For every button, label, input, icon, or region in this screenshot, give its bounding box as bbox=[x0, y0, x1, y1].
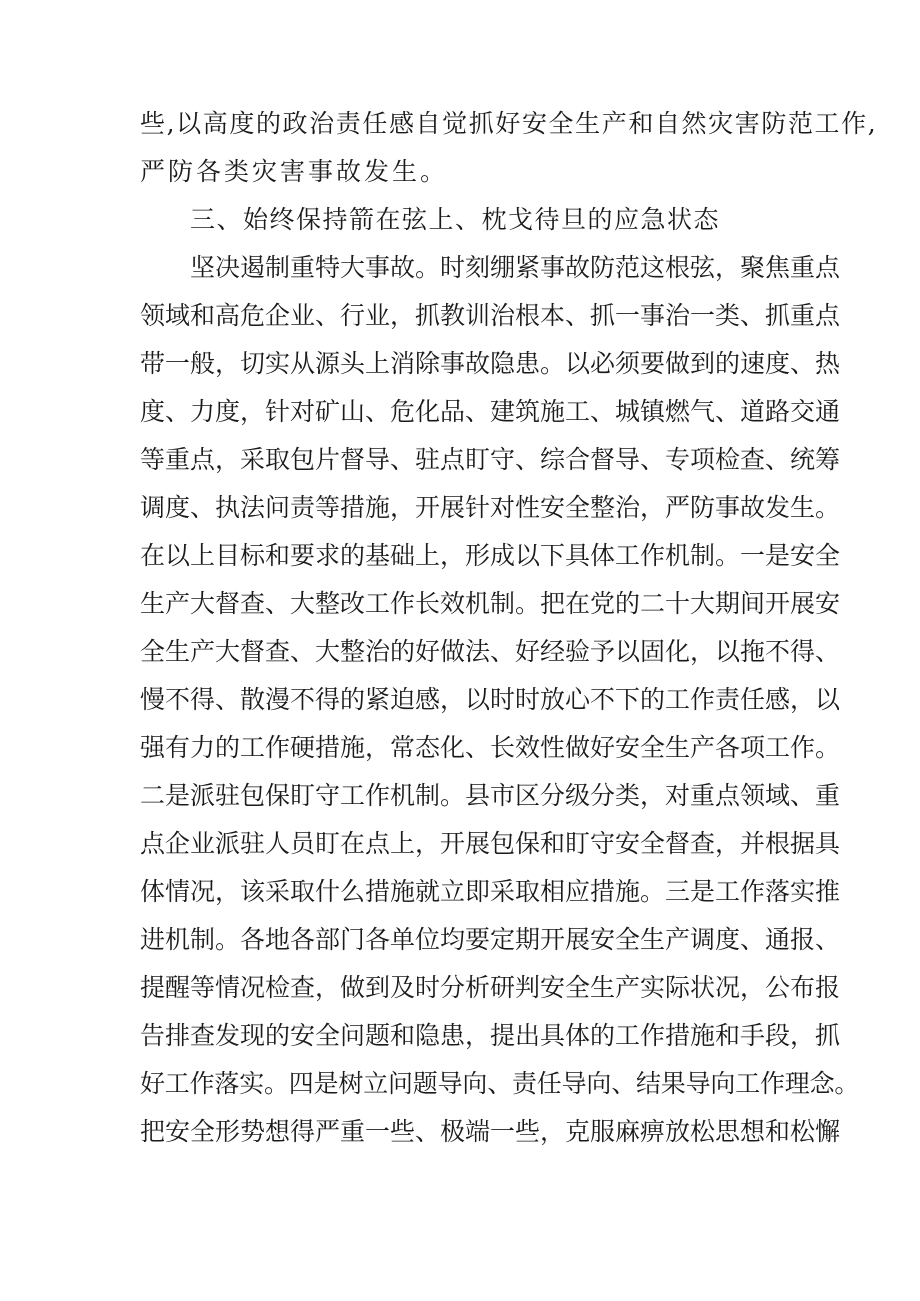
text-line: 在以上目标和要求的基础上，形成以下具体工作机制。一是安全 bbox=[140, 541, 841, 570]
text-line: 慢不得、散漫不得的紧迫感，以时时放心不下的工作责任感，以 bbox=[140, 685, 841, 714]
text-line: 体情况，该采取什么措施就立即采取相应措施。三是工作落实推 bbox=[140, 877, 841, 906]
text-line: 进机制。各地各部门各单位均要定期开展安全生产调度、通报、 bbox=[140, 925, 841, 954]
text-line: 带一般，切实从源头上消除事故隐患。以必须要做到的速度、热 bbox=[140, 349, 841, 378]
text-line: 把安全形势想得严重一些、极端一些，克服麻痹放松思想和松懈 bbox=[140, 1117, 841, 1146]
text-line: 全生产大督查、大整治的好做法、好经验予以固化，以拖不得、 bbox=[140, 637, 841, 666]
text-line: 点企业派驻人员盯在点上，开展包保和盯守安全督查，并根据具 bbox=[140, 829, 841, 858]
paragraph-first-line: 坚决遏制重特大事故。时刻绷紧事故防范这根弦，聚焦重点 bbox=[190, 253, 841, 282]
text-line: 好工作落实。四是树立问题导向、责任导向、结果导向工作理念。 bbox=[140, 1069, 860, 1098]
text-line: 提醒等情况检查，做到及时分析研判安全生产实际状况，公布报 bbox=[140, 973, 841, 1002]
text-line: 等重点，采取包片督导、驻点盯守、综合督导、专项检查、统筹 bbox=[140, 445, 841, 474]
text-line: 调度、执法问责等措施，开展针对性安全整治，严防事故发生。 bbox=[140, 493, 841, 522]
text-line: 度、力度，针对矿山、危化品、建筑施工、城镇燃气、道路交通 bbox=[140, 397, 841, 426]
text-line: 二是派驻包保盯守工作机制。县市区分级分类，对重点领域、重 bbox=[140, 781, 841, 810]
text-line: 强有力的工作硬措施，常态化、长效性做好安全生产各项工作。 bbox=[140, 733, 841, 762]
text-line: 告排查发现的安全问题和隐患，提出具体的工作措施和手段，抓 bbox=[140, 1021, 841, 1050]
text-line: 生产大督查、大整改工作长效机制。把在党的二十大期间开展安 bbox=[140, 589, 841, 618]
section-heading: 三、始终保持箭在弦上、枕戈待旦的应急状态 bbox=[190, 205, 721, 234]
text-line: 些,以高度的政治责任感自觉抓好安全生产和自然灾害防范工作, bbox=[140, 109, 878, 138]
text-line: 严防各类灾害事故发生。 bbox=[140, 157, 449, 186]
text-line: 领域和高危企业、行业，抓教训治根本、抓一事治一类、抓重点 bbox=[140, 301, 841, 330]
